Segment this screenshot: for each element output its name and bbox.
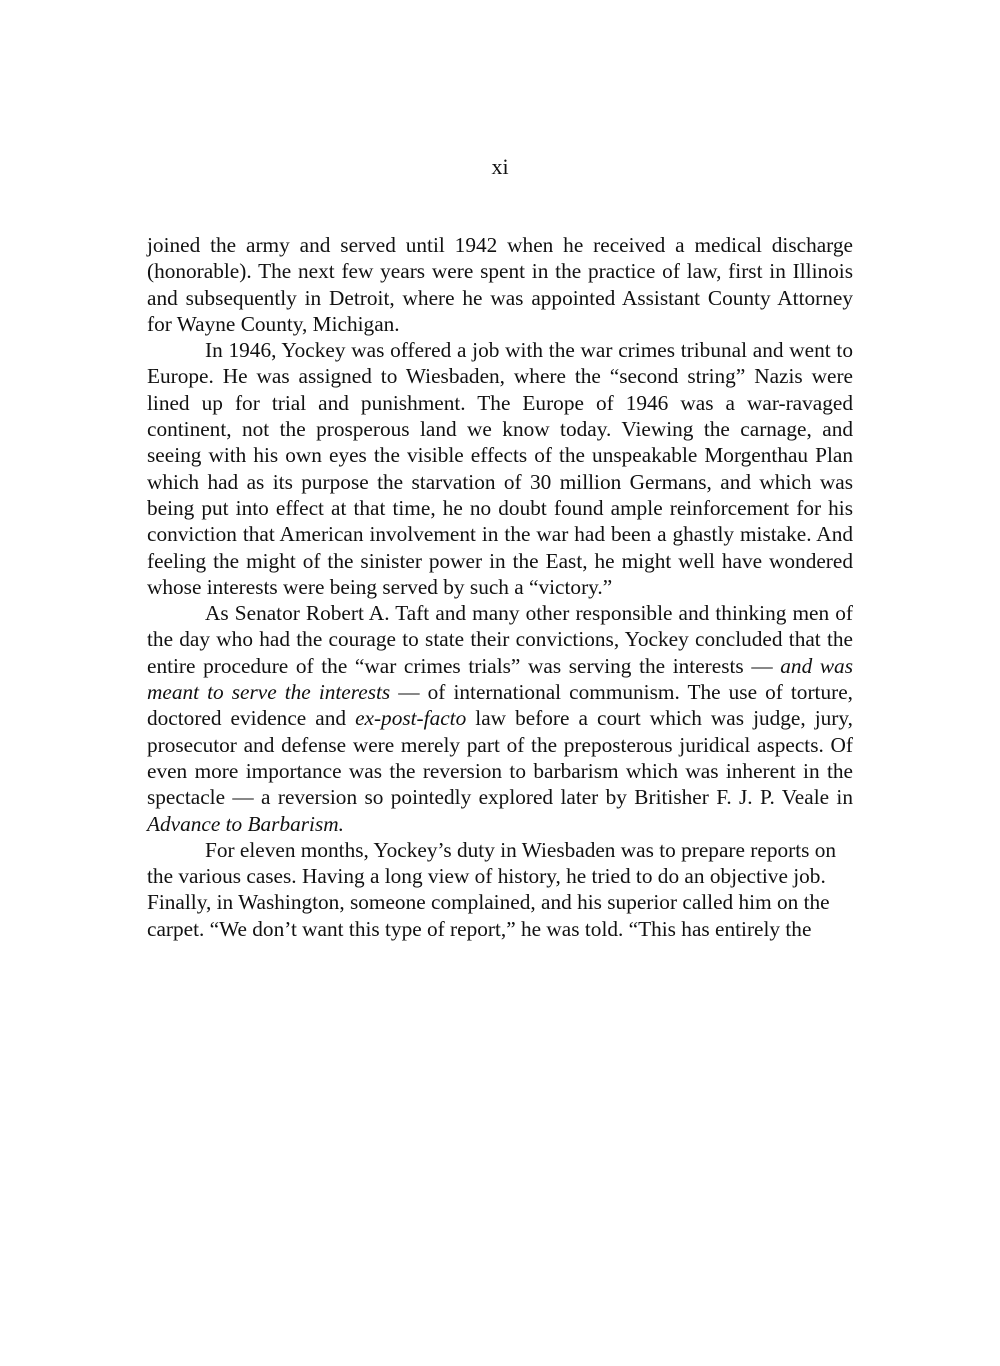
paragraph-4: For eleven months, Yockey’s duty in Wiesbaden was to prepare reports on the various cases. Having a long view of history, he tried to do an objective job. Finally, in Washington, someone complained, and his superior called him on the carpet. “We don’t want this type of report,” he was told. “This has entirely the [147,837,837,941]
book-title-advance-to-barbarism: Advance to Barbarism. [147,811,344,836]
paragraph-3-italic-term: ex-post-facto [355,706,467,731]
paragraph-1: joined the army and served until 1942 when he received a medical discharge (honorable). The next few years were spent in the practice of law, first in Illinois and subsequently in Detroit, where he was appointed Assistant County Attorney for Wayne County, Michigan. [147,233,853,336]
page-number: xi [491,154,509,179]
paragraph-3-text-1: As Senator Robert A. Taft and many other responsible and thinking men of the day who had the courage to state their convictions, Yockey concluded that the entire procedure of the “war crimes trials” was serving the interests — [147,601,853,678]
paragraph-3-italic-phrase: and was meant to serve the interests [147,653,853,705]
paragraph-3 [147,600,853,837]
paragraph-3-text-3: law before a court which was judge, jury, prosecutor and defense were merely part of the preposterous juridical aspects. Of even more importance was the reversion to barbarism which was inherent in the spectacle — a reversion so pointedly explored later by Britisher F. J. P. Veale in [147,706,853,810]
paragraph-3-text-2: — of international communism. The use of torture, doctored evidence and [147,680,853,731]
paragraph-2: In 1946, Yockey was offered a job with the war crimes tribunal and went to Europe. He was assigned to Wiesbaden, where the “second string” Nazis were lined up for trial and punishment. The Europe of 1946 was a war-ravaged continent, not the prosperous land we know today. Viewing the carnage, and seeing with his own eyes the visible effects of the unspeakable Morgenthau Plan which had as its purpose the starvation of 30 million Germans, and which was being put into effect at that time, he no doubt found ample reinforcement for his conviction that American involvement in the war had been a ghastly mistake. And feeling the might of the sinister power in the East, he might well have wondered whose interests were being served by such a “victory.” [147,338,853,599]
body-text [147,232,853,942]
